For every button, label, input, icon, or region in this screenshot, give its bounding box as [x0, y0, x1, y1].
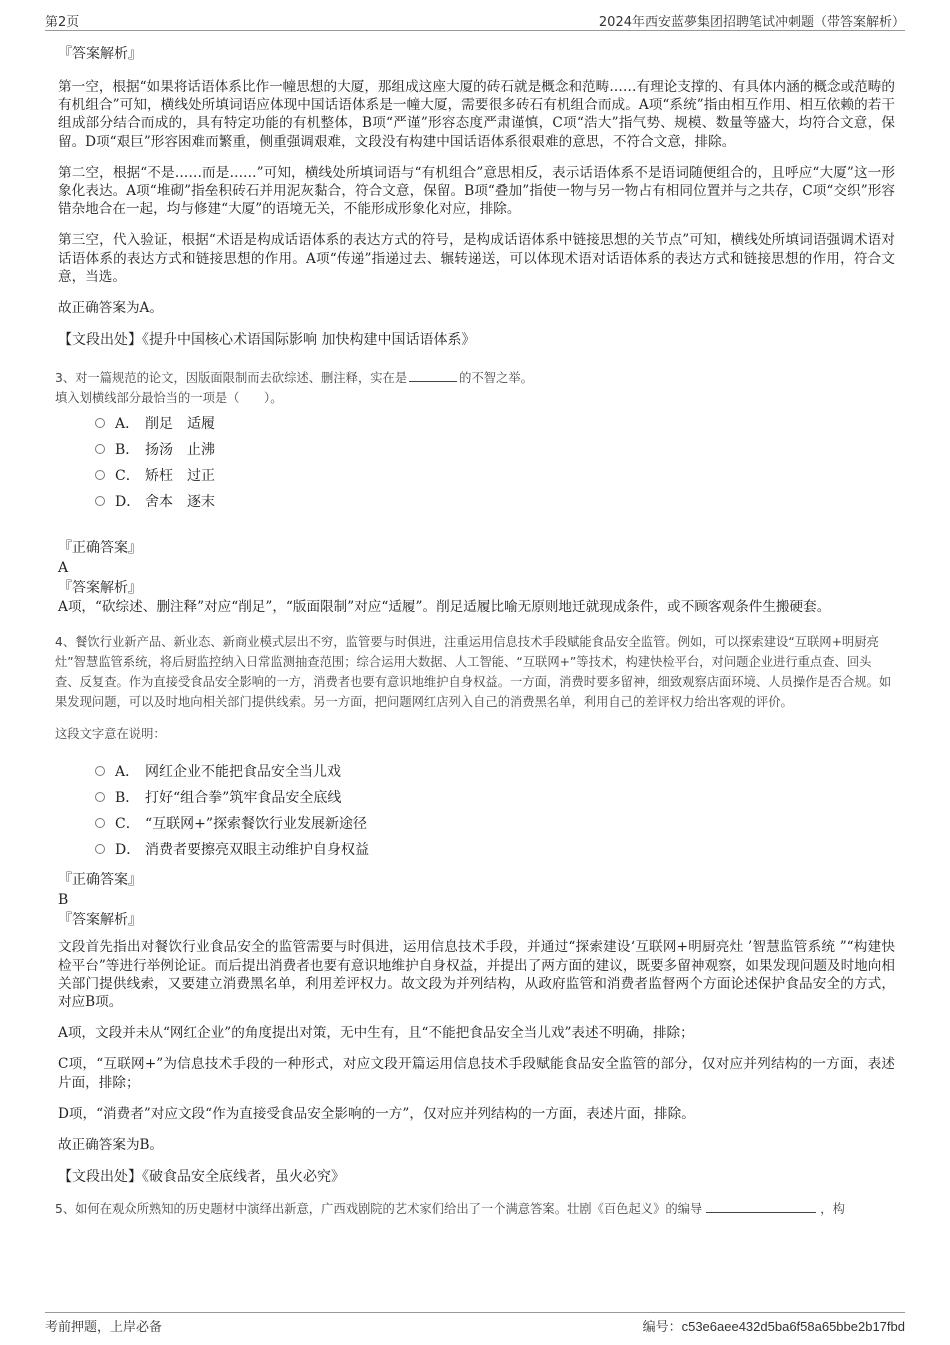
- question-stem: 4、餐饮行业新产品、新业态、新商业模式层出不穷，监管要与时俱进，注重运用信息技术手段赋能食品安全监管。例如，可以探索建设“互联网+明厨亮灶”智慧监管系统，将后厨监控纳入日常监测抽查范围；综合运用大数据、人工智能、“互联网+”等技术，构建快检平台，对问题企业进行重点查、回头查、反复查。作为直接受食品安全影响的一方，消费者也要有意识地维护自身权益。一方面，消费时要多留神，细致观察店面环境、人员操作是否合规。如果发现问题，可以及时地向相关部门提供线索。另一方面，把问题网红店列入自己的消费黑名单，利用自己的差评权力给出客观的评价。: [55, 635, 892, 710]
- question-stem-part: 的不智之举。: [459, 371, 533, 386]
- code-value: c53e6aee432d5ba6f58a65bbe2b17fbd: [681, 1318, 905, 1334]
- options-list: [95, 410, 895, 514]
- question-stem-part: 3、对一篇规范的论文，因版面限制而去砍综述、删注释，实在是: [55, 371, 408, 386]
- option-letter: D．: [115, 842, 141, 859]
- radio-button[interactable]: [95, 792, 105, 802]
- option-text: 消费者要擦亮双眼主动维护自身权益: [145, 842, 369, 859]
- option-letter: B．: [115, 790, 140, 807]
- analysis-conclusion: 故正确答案为B。: [58, 1137, 164, 1154]
- page-footer: [45, 1312, 905, 1335]
- radio-button[interactable]: [95, 470, 105, 480]
- fill-blank: [409, 381, 457, 382]
- analysis-label: 『答案解析』: [58, 912, 142, 929]
- radio-button[interactable]: [95, 444, 105, 454]
- correct-answer: B: [58, 892, 69, 909]
- question-prompt: 填入划横线部分最恰当的一项是（ ）。: [55, 391, 283, 406]
- option-text: 削足 适履: [145, 416, 215, 433]
- options-list: [95, 758, 895, 862]
- code-label: 编号：: [642, 1319, 682, 1335]
- analysis-paragraph: 第一空，根据“如果将话语体系比作一幢思想的大厦，那组成这座大厦的砖石就是概念和范畴……有理论支撑的、有具体内涵的概念或范畴的有机组合”可知，横线处所填词语应体现中国话语体系是一幢大厦，需要很多砖石有机组合而成。A项“系统”指由相互作用、相互依赖的若干组成部分结合而成的，具有特定功能的有机整体，B项“严谨”形容态度严肃谨慎，C项“浩大”指气势、规模、数量等盛大，均符合文意，保留。D项“艰巨”形容困难而繁重，侧重强调艰难，文段没有构建中国话语体系很艰难的意思，不符合文意，排除。: [58, 79, 895, 150]
- option-text: 舍本 逐末: [145, 494, 215, 511]
- question-prompt: 这段文字意在说明：: [55, 727, 166, 742]
- option-text: 扬汤 止沸: [145, 442, 215, 459]
- analysis-paragraph: C项，“互联网+”为信息技术手段的一种形式，对应文段开篇运用信息技术手段赋能食品安全监管的部分，仅对应并列结构的一方面，表述片面，排除；: [58, 1056, 895, 1091]
- correct-answer-label: 『正确答案』: [58, 872, 142, 889]
- option-letter: A．: [115, 416, 140, 433]
- question-stem-part: ，构: [820, 1202, 845, 1217]
- analysis-paragraph: 第三空，代入验证，根据“术语是构成话语体系的表达方式的符号，是构成话语体系中链接思想的关节点”可知，横线处所填词语强调术语对话语体系的表达方式和链接思想的作用。A项“传递”指递过去、辗转递送，可以体现术语对话语体系的表达方式和链接思想的作用，符合文意，当选。: [58, 232, 895, 285]
- source-citation: 【文段出处】《破食品安全底线者，虽火必究》: [58, 1169, 345, 1186]
- analysis-label: 『答案解析』: [58, 580, 142, 597]
- correct-answer: A: [58, 560, 69, 577]
- document-title: 2024年西安蓝夢集团招聘笔试冲刺题（带答案解析）: [598, 14, 905, 30]
- option-letter: A．: [115, 764, 140, 781]
- option-text: 矫枉 过正: [145, 468, 215, 485]
- option-d[interactable]: [95, 488, 895, 514]
- option-letter: C．: [115, 468, 140, 485]
- option-c[interactable]: [95, 462, 895, 488]
- question-stem: [55, 368, 895, 388]
- radio-button[interactable]: [95, 418, 105, 428]
- option-letter: B．: [115, 442, 140, 459]
- option-a[interactable]: [95, 758, 895, 784]
- option-text: “互联网+”探索餐饮行业发展新途径: [145, 816, 368, 833]
- analysis-paragraph: 文段首先指出对餐饮行业食品安全的监管需要与时俱进，运用信息技术手段，并通过“探索建设‘互联网+明厨亮灶 ’智慧监管系统 ”“构建快检平台”等进行举例论证。而后提出消费者也要有意识地维护自身权益，并提出了两方面的建议，既要多留神观察，如果发现问题及时地向相关部门提供线索，又要建立消费黑名单，利用差评权力。故文段为并列结构，从政府监管和消费者监督两个方面论述保护食品安全的方式，对应B项。: [58, 939, 895, 1011]
- radio-button[interactable]: [95, 766, 105, 776]
- source-citation: 【文段出处】《提升中国核心术语国际影响 加快构建中国话语体系》: [58, 332, 476, 349]
- option-c[interactable]: [95, 810, 895, 836]
- radio-button[interactable]: [95, 496, 105, 506]
- analysis-conclusion: 故正确答案为A。: [58, 300, 163, 317]
- option-letter: D．: [115, 494, 141, 511]
- radio-button[interactable]: [95, 844, 105, 854]
- question-stem-part: 5、如何在观众所熟知的历史题材中演绎出新意，广西戏剧院的艺术家们给出了一个满意答案。壮剧《百色起义》的编导: [55, 1202, 703, 1217]
- analysis-paragraph: A项，“砍综述、删注释”对应“削足”，“版面限制”对应“适履”。削足适履比喻无原则地迁就现成条件，或不顾客观条件生搬硬套。: [58, 599, 831, 616]
- option-text: 网红企业不能把食品安全当儿戏: [145, 764, 341, 781]
- option-b[interactable]: [95, 436, 895, 462]
- analysis-label: 『答案解析』: [58, 46, 142, 62]
- option-b[interactable]: [95, 784, 895, 810]
- page-number: 第2页: [45, 14, 80, 30]
- option-text: 打好“组合拳”筑牢食品安全底线: [145, 790, 342, 807]
- option-a[interactable]: [95, 410, 895, 436]
- document-code: [643, 1316, 905, 1335]
- page-header: [45, 10, 905, 31]
- radio-button[interactable]: [95, 818, 105, 828]
- analysis-paragraph: 第二空，根据“不是……而是……”可知，横线处所填词语与“有机组合”意思相反，表示话语体系不是语词随便组合的，且呼应“大厦”这一形象化表达。A项“堆砌”指垒积砖石并用泥灰黏合，符合文意，保留。B项“叠加”指使一物与另一物占有相同位置并与之共存，C项“交织”形容错杂地合在一起，均与修建“大厦”的语境无关，不能形成形象化对应，排除。: [58, 164, 895, 218]
- question-stem: [55, 1199, 895, 1219]
- analysis-paragraph: A项，文段并未从“网红企业”的角度提出对策，无中生有，且“不能把食品安全当儿戏”表述不明确，排除；: [58, 1025, 694, 1042]
- option-d[interactable]: [95, 836, 895, 862]
- option-letter: C．: [115, 816, 140, 833]
- correct-answer-label: 『正确答案』: [58, 540, 142, 557]
- main-content: [55, 44, 895, 1219]
- fill-blank: [706, 1212, 816, 1213]
- analysis-paragraph: D项，“消费者”对应文段“作为直接受食品安全影响的一方”，仅对应并列结构的一方面，表述片面，排除。: [58, 1105, 695, 1122]
- footer-slogan: 考前押题，上岸必备: [45, 1319, 163, 1335]
